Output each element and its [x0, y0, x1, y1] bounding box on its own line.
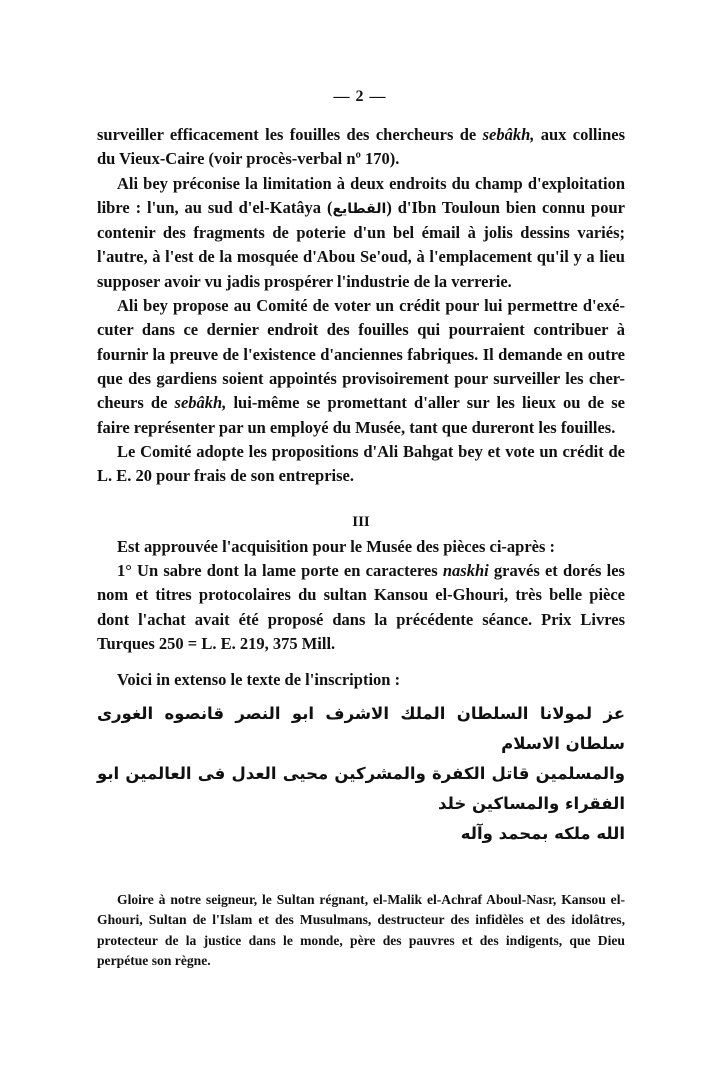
- paragraph-3-part-b: lui-même se promettant d'aller sur les lieux ou de se faire représenter par un employé du Musée, tant que dureront les fouilles.: [97, 393, 625, 437]
- paragraph-2-part-b: ) d'Ibn Touloun bien connu pour contenir des fragments de poterie d'un bel émail à jolis dessins variés; l'autre, à l'est de la mosquée d'Abou Se'oud, à l'emplacement qu'il y a lieu supposer avoir vu jadis prospérer l'industrie de la verrerie.: [97, 197, 625, 291]
- arabic-katai-word: القطايع: [332, 200, 387, 217]
- paragraph-3-part-a: Ali bey propose au Comité de voter un crédit pour lui permettre d'exé-cuter dans ce dernier endroit des fouilles qui pourraient contribuer à fournir la preuve de l'existence d'anciennes fabriques. Il demande en outre que des gardiens soient appointés provisoirement pour surveiller les cher-cheurs de: [97, 296, 625, 413]
- term-naskhi: naskhi: [442, 561, 489, 581]
- paragraph-3: [97, 294, 625, 440]
- item-1: [97, 559, 625, 656]
- arabic-inscription: [97, 699, 625, 849]
- spacer: [97, 488, 625, 510]
- inscription-intro: Voici in extenso le texte de l'inscription :: [117, 670, 401, 690]
- paragraph-1: [97, 123, 625, 172]
- item-1-part-a: 1° Un sabre dont la lame porte en caracteres: [117, 561, 443, 581]
- term-sebakh: sebâkh,: [482, 125, 535, 144]
- paragraph-1-part-a: surveiller efficacement les fouilles des chercheurs de: [97, 125, 483, 144]
- paragraph-4: Le Comité adopte les propositions d'Ali Bahgat bey et vote un crédit de L. E. 20 pour frais de son entreprise.: [97, 441, 625, 486]
- paragraph-2-part-a: Ali bey préconise la limitation à deux endroits du champ d'exploitation libre : l'un, au sud d'el-Katâya (: [97, 173, 625, 217]
- paragraph-2: [97, 172, 625, 294]
- arabic-line-2: والمسلمين قاتل الكفرة والمشركين محيى العدل فى العالمين ابو الفقراء والمساكين خلد: [97, 763, 625, 813]
- arabic-line-1: عز لمولانا السلطان الملك الاشرف ابو النصر قانصوه الغورى سلطان الاسلام: [97, 703, 625, 753]
- term-sebakh-2: sebâkh,: [174, 393, 227, 413]
- translation-caption: Gloire à notre seigneur, le Sultan régnant, el-Malik el-Achraf Aboul-Nasr, Kansou el-Ghouri, Sultan de l'Islam et des Musulmans, destructeur des infidèles et des idolâtres, protecteur de la justice dans le monde, père des pauvres et des indigents, que Dieu perpétue son règne.: [97, 891, 625, 969]
- section-heading: Est approuvée l'acquisition pour le Musée des pièces ci-après :: [117, 536, 556, 556]
- main-text: [97, 123, 625, 849]
- paragraph-1-part-b: aux collines du Vieux-Caire (voir procès-verbal nº 170).: [97, 125, 625, 169]
- arabic-line-3: الله ملكه بمحمد وآله: [460, 823, 625, 843]
- item-1-part-b: gravés et dorés les nom et titres protocolaires du sultan Kansou el-Ghouri, très belle pièce dont l'achat avait été proposé dans la précédente séance. Prix Livres Turques 250 = L. E. 219, 375 Mill.: [97, 561, 625, 653]
- section-number: III: [352, 514, 370, 531]
- page-number: — 2 —: [333, 88, 387, 105]
